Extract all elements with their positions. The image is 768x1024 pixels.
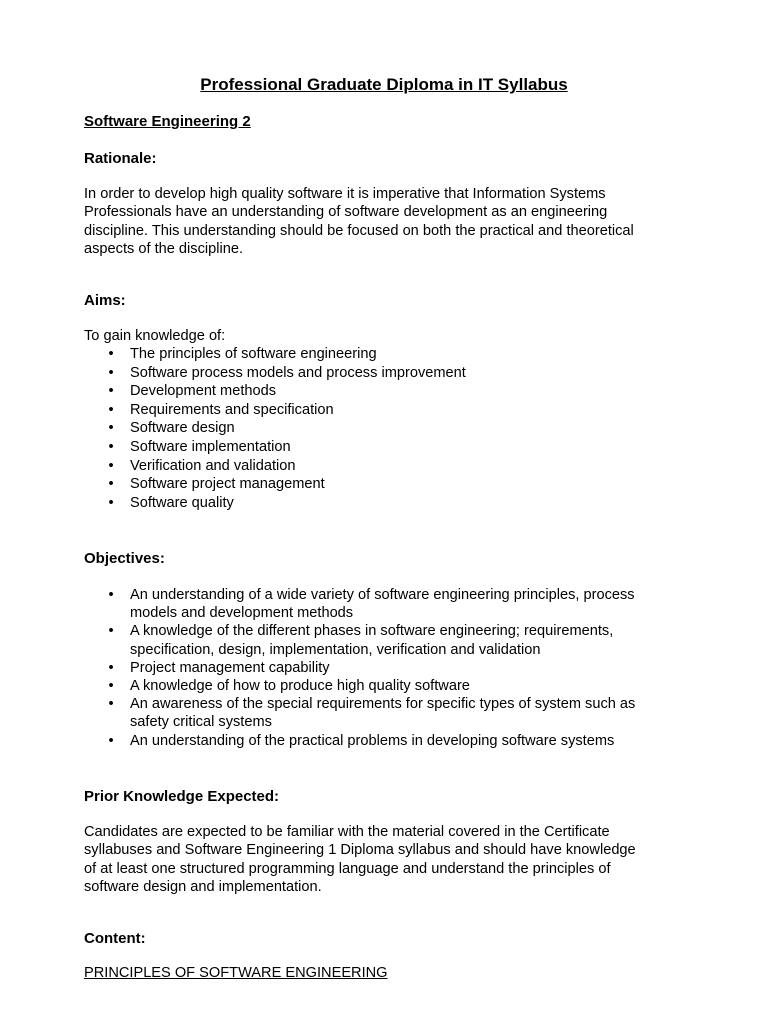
list-item: • Software quality — [84, 494, 466, 513]
module-title: Software Engineering 2 — [84, 113, 251, 130]
paragraph-line: syllabuses and Software Engineering 1 Diploma syllabus and should have knowledge — [84, 842, 636, 859]
bullet-icon: • — [108, 457, 114, 474]
bullet-icon: • — [108, 678, 114, 695]
bullet-icon: • — [108, 494, 114, 511]
bullet-icon: • — [108, 346, 114, 362]
paragraph-line: To gain knowledge of: — [84, 328, 226, 344]
paragraph-line: Candidates are expected to be familiar with the material covered in the Certificate — [84, 824, 610, 840]
list-item: • Software project management — [84, 475, 466, 494]
bullet-icon: • — [108, 420, 114, 437]
bullet-icon: • — [108, 732, 114, 749]
paragraph-line: In order to develop high quality software it is imperative that Information Systems — [84, 186, 606, 202]
list-item: • Software implementation — [84, 438, 466, 457]
content-heading: Content: — [84, 930, 146, 947]
objectives-heading: Objectives: — [84, 550, 165, 567]
rationale-paragraph — [84, 185, 684, 258]
rationale-heading: Rationale: — [84, 150, 157, 167]
paragraph-line: of at least one structured programming language and understand the principles of — [84, 860, 611, 877]
list-item: • Software design — [84, 419, 466, 438]
aims-intro — [84, 327, 684, 345]
list-item: • Software process models and process improvement — [84, 364, 466, 383]
objectives-list — [84, 586, 635, 750]
bullet-icon: • — [108, 438, 114, 455]
bullet-icon: • — [108, 659, 114, 676]
list-item: • An understanding of a wide variety of software engineering principles, process models and development methods — [84, 586, 635, 622]
paragraph-line: Professionals have an understanding of software development as an engineering — [84, 204, 608, 221]
list-item: • A knowledge of the different phases in software engineering; requirements, specification, design, implementation, verification and validation — [84, 622, 635, 658]
paragraph-line: aspects of the discipline. — [84, 240, 243, 257]
aims-heading: Aims: — [84, 292, 126, 309]
bullet-icon: • — [108, 364, 114, 381]
bullet-icon: • — [108, 383, 114, 400]
bullet-icon: • — [108, 587, 114, 603]
bullet-icon: • — [108, 696, 114, 713]
paragraph-line: discipline. This understanding should be focused on both the practical and theoretical — [84, 222, 634, 239]
list-item: • Project management capability — [84, 659, 635, 677]
section-title: PRINCIPLES OF SOFTWARE ENGINEERING — [84, 965, 388, 981]
list-item: • Requirements and specification — [84, 401, 466, 420]
bullet-icon: • — [108, 623, 114, 640]
paragraph-line: software design and implementation. — [84, 878, 322, 895]
list-item: • Development methods — [84, 382, 466, 401]
bullet-icon: • — [108, 401, 114, 418]
list-item: • A knowledge of how to produce high quality software — [84, 677, 635, 695]
document-title: Professional Graduate Diploma in IT Syllabus — [200, 75, 568, 94]
prior-knowledge-heading: Prior Knowledge Expected: — [84, 788, 280, 805]
list-item: • Verification and validation — [84, 457, 466, 476]
prior-knowledge-paragraph — [84, 823, 684, 896]
bullet-icon: • — [108, 476, 114, 493]
list-item: • An awareness of the special requirements for specific types of system such as safety critical systems — [84, 695, 635, 731]
list-item: • The principles of software engineering — [84, 345, 466, 364]
list-item: • An understanding of the practical problems in developing software systems — [84, 732, 635, 750]
aims-list — [84, 345, 466, 512]
